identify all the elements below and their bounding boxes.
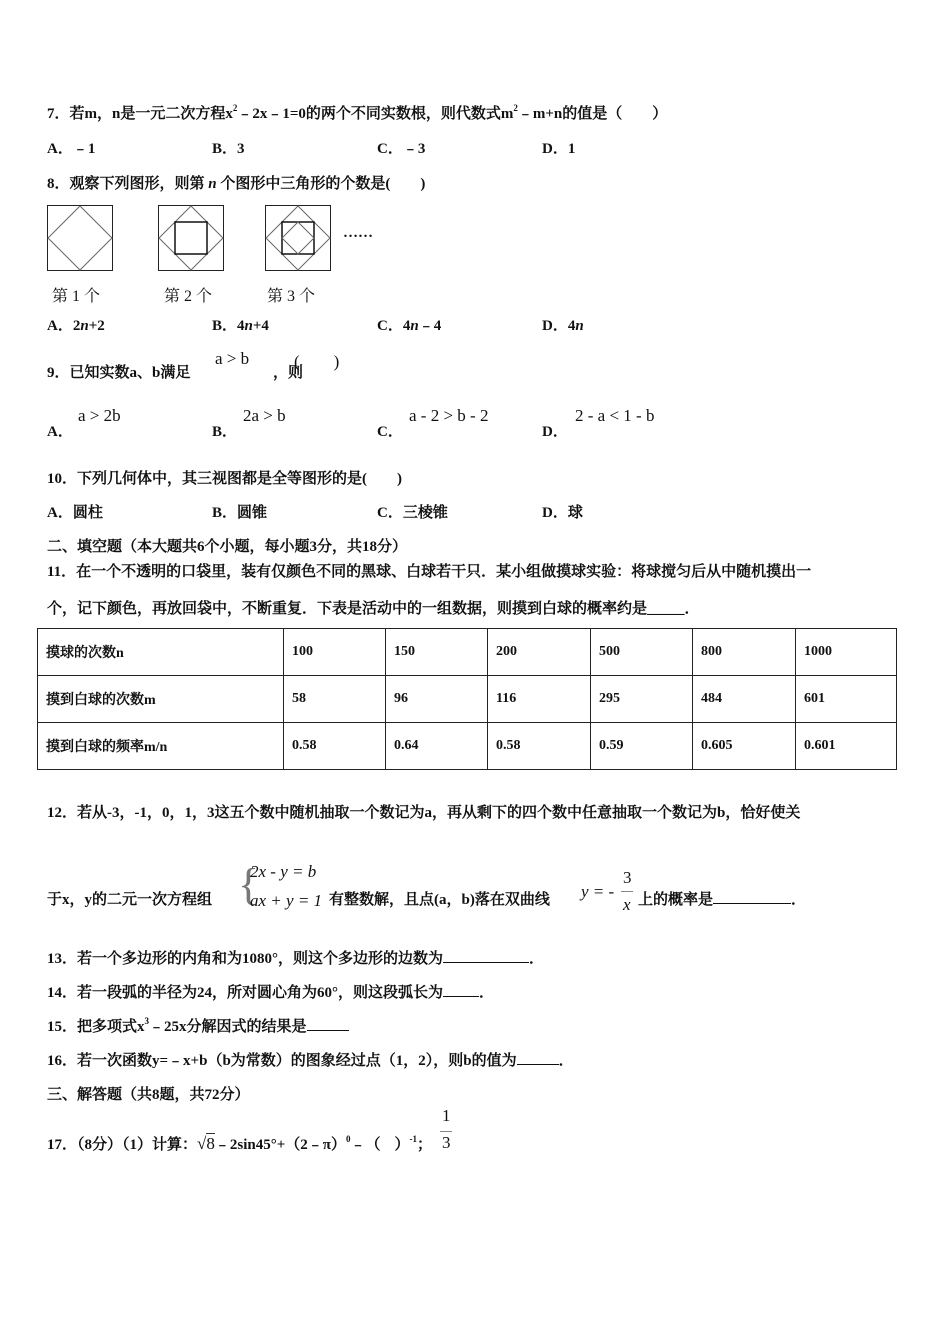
q7-option-b: B．3 <box>212 141 245 157</box>
ellipsis: …… <box>343 225 373 241</box>
figure-2-label: 第 2 个 <box>164 288 213 305</box>
fraction-numerator: 1 <box>442 1106 451 1125</box>
question-12-line1: 12．若从-3，-1，0，1，3这五个数中随机抽取一个数记为a，再从剩下的四个数中任意抽取一个数记为b，恰好使关 <box>47 805 801 821</box>
section-3-heading: 三、解答题（共8题，共72分） <box>47 1087 250 1103</box>
curve-eq: y = - <box>581 882 615 901</box>
q9-letter-b: B． <box>212 424 238 440</box>
q8-option-b: B．4n+4 <box>212 318 269 334</box>
answer-blank[interactable] <box>713 891 791 904</box>
figure-3 <box>265 205 331 271</box>
answer-blank[interactable] <box>517 1052 559 1065</box>
q9-option-c: a - 2 > b - 2 <box>409 406 489 425</box>
figure-1 <box>47 205 113 271</box>
question-12-mid: 有整数解，且点(a，b)落在双曲线 <box>329 892 550 908</box>
fraction-bar <box>440 1131 452 1132</box>
figure-1-label: 第 1 个 <box>52 288 101 305</box>
question-8: 8．观察下列图形，则第 n 个图形中三角形的个数是( ) <box>47 176 426 192</box>
question-9: 9．已知实数a、b满足 <box>47 365 191 381</box>
data-table <box>37 628 897 770</box>
section-2-heading: 二、填空题（本大题共6个小题，每小题3分，共18分） <box>47 539 408 555</box>
question-17: 17．（8分）（1）计算：√8﹣2sin45°+（2﹣π）$^0$﹣（ ）$^{-1}$； <box>47 1134 433 1153</box>
question-16: 16．若一次函数y=﹣x+b（b为常数）的图象经过点（1，2），则b的值为 ． <box>47 1053 574 1069</box>
question-11-line1: 11．在一个不透明的口袋里，装有仅颜色不同的黑球、白球若干只．某小组做摸球实验：将球搅匀后从中随机摸出一 <box>47 564 812 580</box>
q10-option-a: A．圆柱 <box>47 505 103 521</box>
table-row: 摸球的次数n 100 150 200 500 800 1000 <box>38 629 897 676</box>
equation-1: 2x - y = b <box>250 862 317 881</box>
table-row: 摸到白球的次数m 58 96 116 295 484 601 <box>38 676 897 723</box>
fraction-bar <box>621 891 633 892</box>
q8-option-a: A．2n+2 <box>47 318 105 334</box>
question-11-line2: 个，记下颜色，再放回袋中，不断重复．下表是活动中的一组数据，则摸到白球的概率约是_____． <box>47 601 700 617</box>
q7-option-c: C．﹣3 <box>377 141 426 157</box>
figure-2 <box>158 205 224 271</box>
q9-option-d: 2 - a < 1 - b <box>575 406 655 425</box>
q7-option-a: A．﹣1 <box>47 141 96 157</box>
q10-option-c: C．三棱锥 <box>377 505 448 521</box>
figure-3-label: 第 3 个 <box>267 288 316 305</box>
question-15: 15．把多项式$x^3﹣25x$分解因式的结果是 <box>47 1015 349 1036</box>
q9-then: ，则 <box>273 365 304 381</box>
question-10: 10．下列几何体中，其三视图都是全等图形的是( ) <box>47 471 402 487</box>
answer-blank[interactable] <box>307 1018 349 1031</box>
q10-option-d: D．球 <box>542 505 583 521</box>
question-14: 14．若一段弧的半径为24，所对圆心角为60°，则这段弧长为 ． <box>47 985 495 1001</box>
q10-option-b: B．圆锥 <box>212 505 268 521</box>
question-12-pre: 于x，y的二元一次方程组 <box>47 892 213 908</box>
equation-2: ax + y = 1 <box>250 891 323 910</box>
q9-letter-c: C． <box>377 424 403 440</box>
q8-option-d: D．4n <box>542 318 584 334</box>
answer-blank[interactable] <box>443 984 479 997</box>
q9-option-a: a > 2b <box>78 406 121 425</box>
q9-letter-d: D． <box>542 424 568 440</box>
answer-blank[interactable] <box>443 950 529 963</box>
brace: { <box>238 860 260 909</box>
fraction-numerator: 3 <box>623 868 632 887</box>
question-7: 7．若m，n是一元二次方程$x^2﹣2x﹣1=0$的两个不同实数根，则代数式$m^2﹣m+n$的值是（ ） <box>47 103 668 122</box>
fraction-denominator: x <box>623 895 631 914</box>
q8-option-c: C．4n﹣4 <box>377 318 442 334</box>
q7-option-d: D．1 <box>542 141 576 157</box>
question-12-post: 上的概率是 ． <box>638 892 807 908</box>
q9-letter-a: A． <box>47 424 73 440</box>
sqrt-icon: √8 <box>197 1134 215 1153</box>
question-13: 13．若一个多边形的内角和为1080°，则这个多边形的边数为 ． <box>47 951 545 967</box>
table-row: 摸到白球的频率m/n 0.58 0.64 0.58 0.59 0.605 0.601 <box>38 723 897 770</box>
q9-condition: a > b <box>215 349 250 368</box>
fraction-denominator: 3 <box>442 1133 451 1152</box>
q9-option-b: 2a > b <box>243 406 286 425</box>
q9-paren: ( ) <box>294 352 340 371</box>
